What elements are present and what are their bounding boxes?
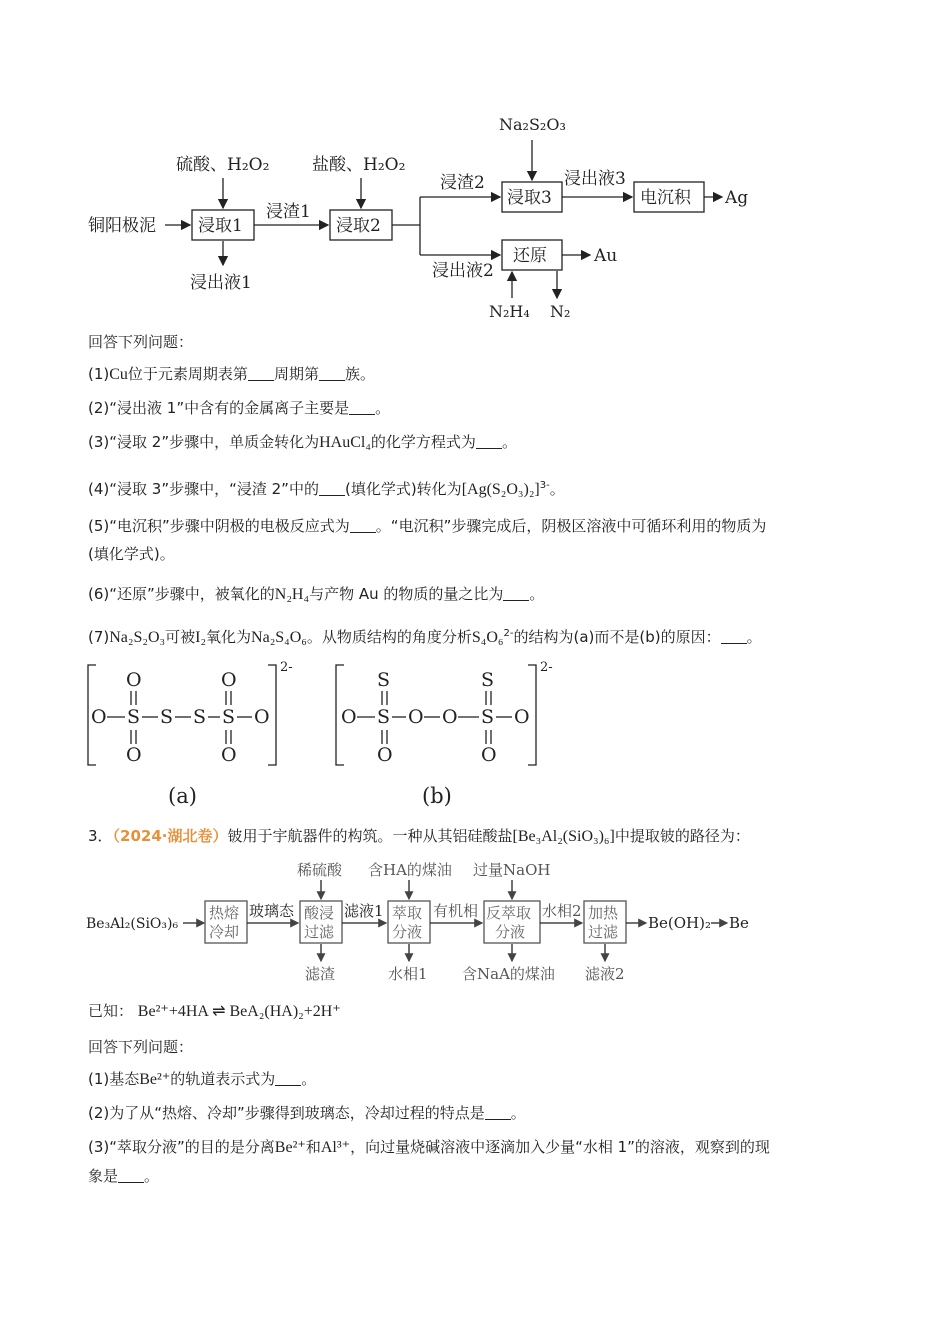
answer-blank[interactable] <box>350 518 376 533</box>
q2-item3: (3)“浸取 2”步骤中，单质金转化为HAuCl₄的化学方程式为 。 <box>88 433 517 451</box>
q3-known: 已知： Be²⁺+4HA ⇌ BeA₂(HA)₂+2H⁺ <box>88 1002 341 1020</box>
flow1-box2-label: 浸取2 <box>336 216 381 236</box>
svg-text:O: O <box>126 669 142 691</box>
q2-item7: (7)Na₂S₂O₃可被I₂氧化为Na₂S₄O₆。从物质结构的角度分析S₄O₆$^{2-}$的结构为(a)而不是(b)的原因： 。 <box>88 628 762 646</box>
svg-text:O: O <box>514 706 530 728</box>
flow2-bot3: 水相1 <box>388 965 428 983</box>
flow1-edge12: 浸渣1 <box>266 202 311 222</box>
flow1-edge23: 浸渣2 <box>440 173 485 193</box>
flow1-out5: Au <box>594 246 618 266</box>
svg-text:S: S <box>222 706 236 728</box>
svg-text:S: S <box>193 706 207 728</box>
flow2-top4: 过量NaOH <box>473 861 551 879</box>
flow2-start: Be₃Al₂(SiO₃)₆ <box>86 916 179 932</box>
flow1-out1: 浸出液1 <box>190 273 252 293</box>
q3-item1: (1)基态Be²⁺的轨道表示式为 。 <box>88 1070 317 1088</box>
flow2-bot5: 滤液2 <box>585 965 625 983</box>
svg-text:过滤: 过滤 <box>304 923 335 941</box>
svg-text:S: S <box>127 706 141 728</box>
flowchart-beryllium <box>0 855 950 990</box>
flow1-box1-label: 浸取1 <box>198 216 243 236</box>
answer-blank[interactable] <box>476 434 502 449</box>
svg-text:分液: 分液 <box>392 923 423 941</box>
q2-intro: 回答下列问题： <box>88 333 194 351</box>
svg-text:O: O <box>481 744 497 766</box>
answer-blank[interactable] <box>349 400 375 415</box>
svg-text:过滤: 过滤 <box>588 923 619 941</box>
svg-text:O: O <box>341 706 357 728</box>
flow1-out5b: N₂ <box>550 302 571 321</box>
flow1-reagent2: 盐酸、H₂O₂ <box>312 155 406 175</box>
svg-text:O: O <box>442 706 458 728</box>
svg-text:反萃取: 反萃取 <box>486 904 532 922</box>
flow2-edge34: 有机相 <box>433 902 479 920</box>
flow2-bot2: 滤渣 <box>305 965 336 983</box>
q3-item2: (2)为了从“热熔、冷却”步骤得到玻璃态，冷却过程的特点是 。 <box>88 1104 526 1122</box>
struct-b-charge: 2- <box>540 660 553 675</box>
flow2-edge23: 滤液1 <box>344 902 384 920</box>
flow2-top3: 含HA的煤油 <box>368 861 452 879</box>
flow2-final: Be <box>729 914 749 932</box>
flow1-box5-label: 还原 <box>513 246 547 266</box>
svg-text:S: S <box>481 669 495 691</box>
q3-intro: 回答下列问题： <box>88 1038 194 1056</box>
struct-a-label: (a) <box>168 784 197 808</box>
flow1-out4: Ag <box>725 188 749 208</box>
flowchart-copper-anode-slime <box>0 100 950 330</box>
svg-text:酸浸: 酸浸 <box>304 904 335 922</box>
svg-text:O: O <box>377 744 393 766</box>
flow2-edge12: 玻璃态 <box>249 902 295 920</box>
struct-b-label: (b) <box>422 784 452 808</box>
svg-text:冷却: 冷却 <box>209 923 240 941</box>
svg-text:热熔: 热熔 <box>209 904 240 922</box>
svg-text:加热: 加热 <box>588 904 619 922</box>
svg-text:萃取: 萃取 <box>392 904 423 922</box>
svg-text:S: S <box>481 706 495 728</box>
svg-text:O: O <box>126 744 142 766</box>
struct-a-charge: 2- <box>280 660 293 675</box>
flow2-end: Be(OH)₂ <box>648 914 711 932</box>
svg-text:分液: 分液 <box>495 923 526 941</box>
structure-b <box>336 660 553 808</box>
svg-text:O: O <box>221 744 237 766</box>
q2-item5: (5)“电沉积”步骤中阴极的电极反应式为 。“电沉积”步骤完成后，阴极区溶液中可循环利用的物质为 (填化学式)。 <box>88 517 767 563</box>
flow1-reagent3: Na₂S₂O₃ <box>499 115 566 134</box>
svg-text:O: O <box>91 706 107 728</box>
svg-text:S: S <box>377 669 391 691</box>
answer-blank[interactable] <box>503 586 529 601</box>
flow1-edge25: 浸出液2 <box>432 261 494 281</box>
q3-stem: 3．（2024·湖北卷）铍用于宇航器件的构筑。一种从其铝硅酸盐[Be₃Al₂(SiO₃)₆]中提取铍的路径为： <box>88 827 750 845</box>
answer-blank[interactable] <box>721 629 747 644</box>
flow1-edge34: 浸出液3 <box>564 169 626 189</box>
q2-item1: (1)Cu位于元素周期表第 周期第 族。 <box>88 365 375 383</box>
flow1-reagent1: 硫酸、H₂O₂ <box>176 155 270 175</box>
svg-text:S: S <box>377 706 391 728</box>
flow2-bot4: 含NaA的煤油 <box>462 965 555 983</box>
flow2-top2: 稀硫酸 <box>297 861 343 879</box>
flow1-box3-label: 浸取3 <box>507 188 552 208</box>
q2-item6: (6)“还原”步骤中，被氧化的N₂H₄与产物 Au 的物质的量之比为 。 <box>88 585 545 603</box>
answer-blank[interactable] <box>319 366 345 381</box>
flow2-edge45: 水相2 <box>542 902 582 920</box>
answer-blank[interactable] <box>319 481 345 496</box>
answer-blank[interactable] <box>275 1071 301 1086</box>
flow1-box4-label: 电沉积 <box>640 188 691 208</box>
svg-text:O: O <box>408 706 424 728</box>
structures-s4o6 <box>0 655 950 815</box>
q2-item4: (4)“浸取 3”步骤中，“浸渣 2”中的 (填化学式)转化为$[Ag(S_2O_3)_2]^{3-}$。 <box>88 480 565 498</box>
svg-text:O: O <box>221 669 237 691</box>
q2-item2: (2)“浸出液 1”中含有的金属离子主要是 。 <box>88 399 391 417</box>
answer-blank[interactable] <box>118 1168 144 1183</box>
svg-text:O: O <box>254 706 270 728</box>
answer-blank[interactable] <box>485 1105 511 1120</box>
answer-blank[interactable] <box>248 366 274 381</box>
svg-text:S: S <box>160 706 174 728</box>
flow1-reagent5: N₂H₄ <box>489 302 530 321</box>
q3-item3: (3)“萃取分液”的目的是分离Be²⁺和Al³⁺，向过量烧碱溶液中逐滴加入少量“水相 1”的溶液，观察到的现 象是 。 <box>88 1138 770 1185</box>
flow1-start: 铜阳极泥 <box>88 216 156 236</box>
structure-a <box>88 660 293 808</box>
q3-source: （2024·湖北卷） <box>112 827 228 845</box>
